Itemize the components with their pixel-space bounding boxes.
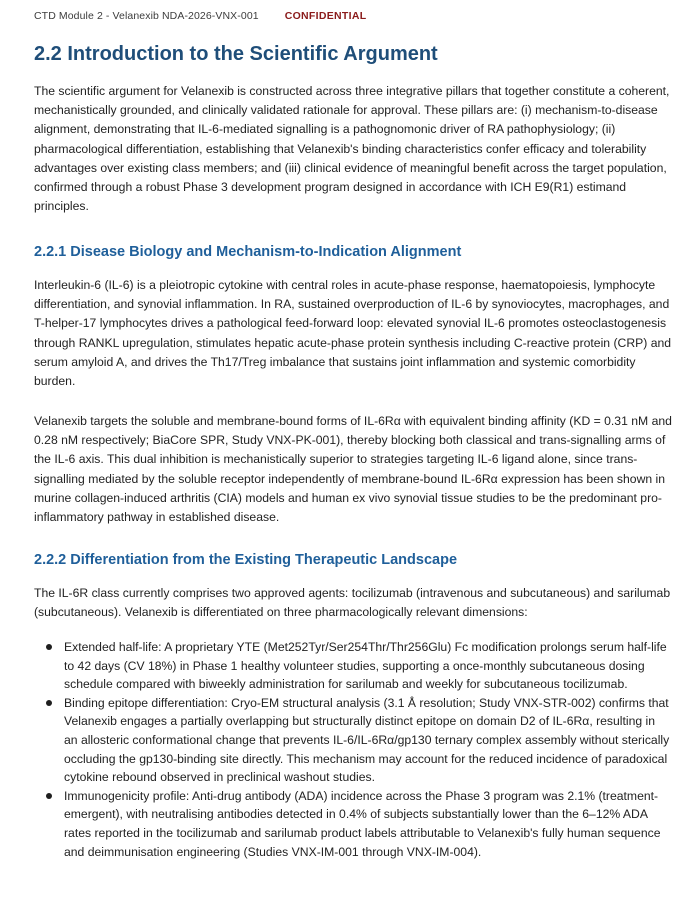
disease-biology-paragraph: Interleukin-6 (IL-6) is a pleiotropic cytokine with central roles in acute-phase response, haematopoiesis, lymphocyte differentiation, and synovial inflammation. In RA, sustained overproduction of IL-6 by synoviocytes, macrophages, and T-helper-17 lymphocytes drives a pathological feed-forward loop: elevated synovial IL-6 promotes osteoclastogenesis through RANKL upregulation, stimulates hepatic acute-phase protein synthesis including C-reactive protein (CRP) and serum amyloid A, and drives the Th17/Treg imbalance that sustains joint inflammation and systemic comorbidity burden. [34,278,672,389]
list-item [34,638,670,694]
bullet-icon [46,793,52,799]
bullet-icon [46,700,52,706]
list-item-text: Binding epitope differentiation: Cryo-EM structural analysis (3.1 Å resolution; Study VNX-STR-002) confirms that Velanexib engages a partially overlapping but structurally distinct epitope on domain D2 of IL-6Rα, resulting in an allosteric conformational change that prevents IL-6/IL-6Rα/gp130 ternary complex assembly without sterically occluding the gp130-binding site directly. This mechanism may account for the reduced incidence of paradoxical cytokine rebound observed in preclinical washout studies. [64,695,670,785]
subsection-1-title: 2.2.1 Disease Biology and Mechanism-to-Indication Alignment [34,244,462,260]
list-item [34,694,670,787]
confidential-label: CONFIDENTIAL [284,10,367,22]
running-header [34,10,660,22]
landscape-paragraph: The IL-6R class currently comprises two approved agents: tocilizumab (intravenous and subcutaneous) and sarilumab (subcutaneous). Velanexib is differentiated on three pharmacologically relevant dimensions: [34,586,671,620]
differentiation-list [34,638,670,861]
list-item [34,787,670,861]
intro-paragraph: The scientific argument for Velanexib is constructed across three integrative pillars that together constitute a coherent, mechanistically grounded, and clinically validated rationale for approval. These pillars are: (i) mechanism-to-disease alignment, demonstrating that IL-6-mediated signalling is a pathognomonic driver of RA pathophysiology; (ii) pharmacological differentiation, establishing that Velanexib's binding characteristics confer efficacy and tolerability advantages over existing class members; and (iii) clinical evidence of meaningful benefit across the target population, confirmed through a robust Phase 3 development program designed in accordance with ICH E9(R1) estimand principles. [34,84,670,214]
section-title: 2.2 Introduction to the Scientific Argument [34,43,438,65]
bullet-icon [46,644,52,650]
mechanism-paragraph: Velanexib targets the soluble and membrane-bound forms of IL-6Rα with equivalent binding affinity (KD = 0.31 nM and 0.28 nM respectively; BiaCore SPR, Study VNX-PK-001), thereby blocking both classical and trans-signalling arms of the IL-6 axis. This dual inhibition is mechanistically superior to strategies targeting IL-6 ligand alone, since trans-signalling mediated by the soluble receptor independently of membrane-bound IL-6Rα expression has been shown in murine collagen-induced arthritis (CIA) models and human ex vivo synovial tissue studies to be the predominant pro-inflammatory pathway in established disease. [34,414,672,525]
list-item-text: Immunogenicity profile: Anti-drug antibody (ADA) incidence across the Phase 3 program was 2.1% (treatment-emergent), with neutralising antibodies detected in 0.4% of subjects substantially lower than the 6–12% ADA rates reported in the tocilizumab and sarilumab product labels attributable to Velanexib's fully human sequence and deimmunisation engineering (Studies VNX-IM-001 through VNX-IM-004). [64,788,661,859]
document-id: CTD Module 2 - Velanexib NDA-2026-VNX-001 [34,10,259,22]
subsection-2-title: 2.2.2 Differentiation from the Existing Therapeutic Landscape [34,552,458,568]
list-item-text: Extended half-life: A proprietary YTE (Met252Tyr/Ser254Thr/Thr256Glu) Fc modification prolongs serum half-life to 42 days (CV 18%) in Phase 1 healthy volunteer studies, supporting a once-monthly subcutaneous dosing schedule compared with biweekly administration for sarilumab and weekly for subcutaneous tocilizumab. [64,640,667,692]
